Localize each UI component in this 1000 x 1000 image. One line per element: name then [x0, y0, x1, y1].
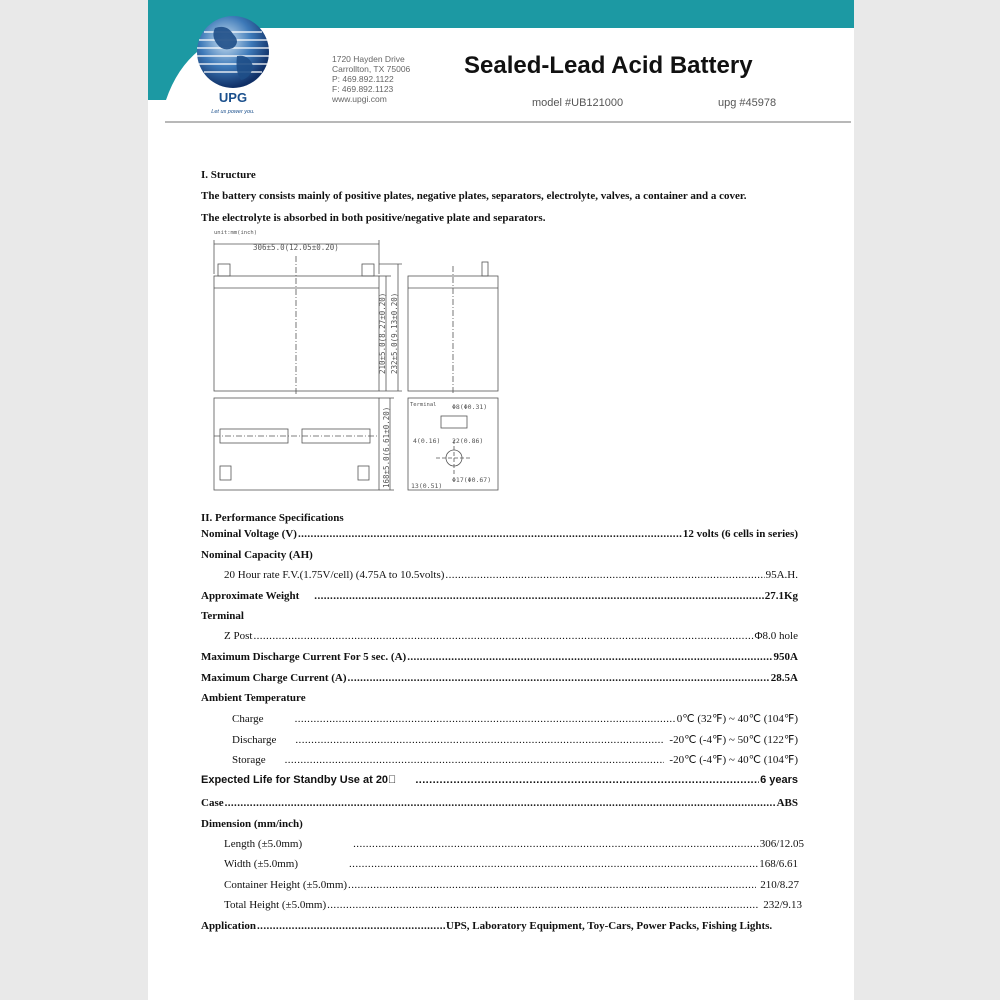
- spec-label: Width (±5.0mm): [224, 858, 299, 870]
- leader-dots: [407, 651, 772, 663]
- spec-label: Charge: [232, 713, 264, 725]
- spec-label: Z Post: [224, 630, 253, 642]
- spec-row-discharge-temp: [232, 733, 798, 749]
- terminal-dim-22: 22(0.86): [452, 437, 484, 445]
- upg-logo: [193, 14, 273, 118]
- spec-value: 27.1Kg: [764, 590, 798, 602]
- spec-label: Approximate Weight: [201, 590, 300, 602]
- structure-heading: I. Structure: [201, 169, 256, 181]
- spec-row-weight: [201, 590, 798, 606]
- spec-value: 28.5A: [770, 672, 798, 684]
- spec-row-width: [224, 858, 798, 874]
- spec-value: ABS: [776, 797, 798, 809]
- upg-number: upg #45978: [718, 97, 777, 109]
- spec-label: Length (±5.0mm): [224, 838, 303, 850]
- nominal-capacity-heading: Nominal Capacity (AH): [201, 549, 313, 561]
- spec-label: Storage: [232, 754, 266, 766]
- container-height-dimension-label: 210±5.0(8.27±0.20): [378, 292, 387, 374]
- spec-label: Application: [201, 920, 257, 932]
- spec-value: UPS, Laboratory Equipment, Toy-Cars, Power Packs, Fishing Lights.: [446, 920, 773, 932]
- terminal-dim-17: Φ17(Φ0.67): [452, 476, 492, 484]
- spec-row-case: [201, 797, 798, 813]
- top-view-outline: [214, 398, 379, 490]
- spec-label: Case: [201, 797, 224, 809]
- performance-heading: II. Performance Specifications: [201, 512, 344, 524]
- spec-label: 20 Hour rate F.V.(1.75V/cell) (4.75A to 10.5volts): [224, 569, 445, 581]
- leader-dots: [445, 569, 764, 581]
- spec-row-capacity-rate: [224, 569, 798, 585]
- spec-row-max-charge: [201, 672, 798, 688]
- leader-dots: [348, 879, 756, 891]
- spec-label: Nominal Voltage (V): [201, 528, 297, 540]
- leader-dots: [253, 630, 753, 642]
- spec-label: Expected Life for Standby Use at 20 : [201, 774, 397, 786]
- battery-dimension-drawing: [208, 226, 508, 496]
- terminal-heading: Terminal: [201, 610, 244, 622]
- ambient-temperature-heading: Ambient Temperature: [201, 692, 306, 704]
- spec-value: 95A.H.: [765, 569, 798, 581]
- fax-line: F: 469.892.1123: [332, 84, 394, 94]
- drawing-unit-label: unit:mm(inch): [214, 230, 258, 236]
- spec-row-charge-temp: [232, 712, 798, 728]
- width-dimension-label: 168±5.0(6.61±0.20): [382, 406, 391, 488]
- spec-row-length: [224, 838, 804, 854]
- spec-row-nominal-voltage: [201, 528, 798, 544]
- spec-label: Discharge: [232, 734, 277, 746]
- structure-line-2: The electrolyte is absorbed in both positive/negative plate and separators.: [201, 212, 546, 224]
- logo-text: UPG: [218, 90, 248, 105]
- header-divider: [165, 121, 851, 123]
- spec-value: -20℃ (-4℉) ~ 50℃ (122℉): [669, 734, 798, 746]
- spec-row-application: [201, 920, 799, 936]
- spec-value: 168/6.61: [759, 858, 798, 870]
- length-dimension-label: 306±5.0(12.05±0.20): [253, 243, 339, 252]
- leader-dots: [327, 899, 759, 911]
- spec-row-total-height: [224, 899, 802, 915]
- website-line: www.upgi.com: [332, 94, 387, 104]
- leader-dots: [285, 754, 665, 766]
- leader-dots: [225, 797, 776, 809]
- spec-label: Maximum Charge Current (A): [201, 672, 347, 684]
- leader-dots: [295, 734, 664, 746]
- terminal-detail-label: Terminal: [410, 402, 437, 408]
- spec-value: 232/9.13: [763, 899, 802, 911]
- leader-dots: [353, 838, 759, 850]
- spec-label: Container Height (±5.0mm): [224, 879, 348, 891]
- globe-icon: [193, 14, 273, 118]
- document-title: Sealed-Lead Acid Battery: [464, 52, 753, 79]
- leader-dots: [298, 528, 682, 540]
- logo-tagline: Let us power you.: [211, 109, 255, 115]
- spec-row-container-height: [224, 879, 799, 895]
- spec-label: Maximum Discharge Current For 5 sec. (A): [201, 651, 407, 663]
- spec-value: 6 years: [760, 774, 798, 786]
- front-view-outline: [214, 276, 379, 391]
- terminal-dim-4: 4(0.16): [413, 437, 441, 445]
- spec-row-expected-life: [201, 774, 798, 790]
- address-line: 1720 Hayden Drive: [332, 54, 405, 64]
- terminal-dim-diameter: Φ8(Φ0.31): [452, 403, 488, 411]
- spec-row-storage-temp: [232, 753, 798, 769]
- company-address: [332, 54, 410, 104]
- phone-line: P: 469.892.1122: [332, 74, 394, 84]
- leader-dots: [257, 920, 445, 932]
- spec-value: -20℃ (-4℉) ~ 40℃ (104℉): [669, 754, 798, 766]
- leader-dots: [349, 858, 758, 870]
- address-line: Carrollton, TX 75006: [332, 64, 411, 74]
- leader-dots: [314, 590, 763, 602]
- dimension-heading: Dimension (mm/inch): [201, 818, 303, 830]
- spec-value: Φ8.0 hole: [754, 630, 798, 642]
- model-number: model #UB121000: [532, 97, 624, 109]
- spec-label: Total Height (±5.0mm): [224, 899, 327, 911]
- total-height-dimension-label: 232±5.0(9.13±0.20): [390, 292, 399, 374]
- spec-value: 306/12.05: [759, 838, 804, 850]
- spec-value: 210/8.27: [760, 879, 799, 891]
- spec-value: 12 volts (6 cells in series): [682, 528, 798, 540]
- spec-value: 0℃ (32℉) ~ 40℃ (104℉): [676, 713, 798, 725]
- leader-dots: [348, 672, 770, 684]
- datasheet-page: [148, 0, 854, 1000]
- structure-line-1: The battery consists mainly of positive plates, negative plates, separators, electrolyte, valves, a container and a cover.: [201, 190, 747, 202]
- leader-dots: [415, 774, 759, 786]
- leader-dots: [295, 713, 676, 725]
- spec-value: 950A: [773, 651, 798, 663]
- terminal-dim-13: 13(0.51): [411, 482, 443, 490]
- spec-row-terminal-post: [224, 630, 798, 646]
- spec-row-max-discharge: [201, 651, 798, 667]
